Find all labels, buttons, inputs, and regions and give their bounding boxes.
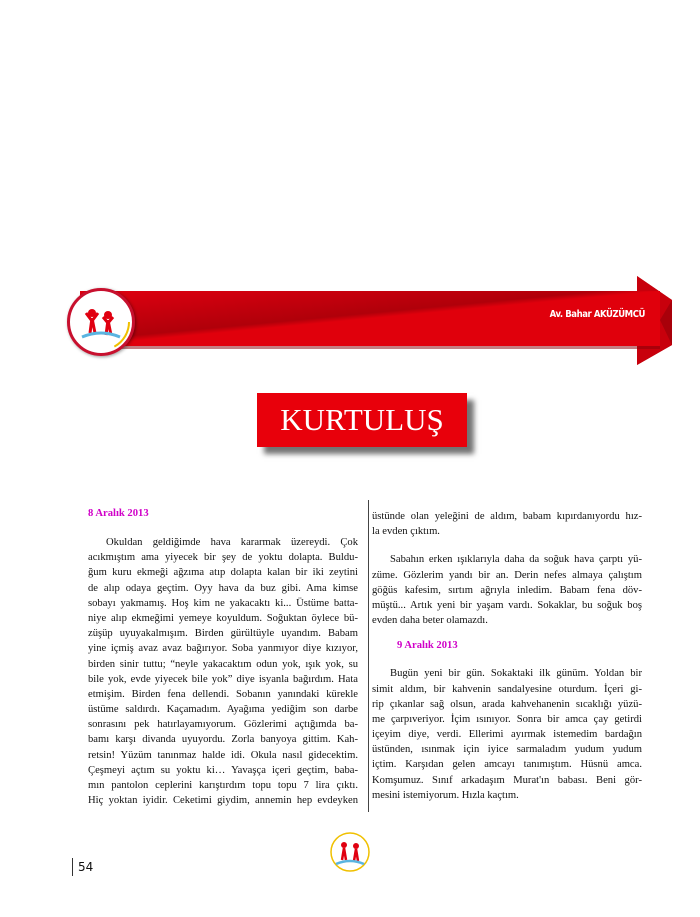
text-line: züşüp uyuyakalmışım. Birden gürültüyle uyandım. Babam — [88, 628, 358, 640]
text-line: Çeşmeyi açtım su yoktu ki… Yavaşça içeri geçtim, baba- — [88, 764, 358, 776]
text-line: evden daha beter olamazdı. — [372, 615, 488, 627]
text-line: Bugün yeni bir gün. Sokaktaki ilk günüm. Yoldan bir — [390, 668, 642, 680]
text-line: sobayı yakmamış. Hoş kim ne yakacaktı ki... Üstüme batta- — [88, 597, 358, 609]
text-line: Komşumuz. Sınıf arkadaşım Murat'ın babası. Beni gör- — [372, 774, 642, 786]
text-line: bamı karşı divanda uyuyordu. Zorla banyoya gittim. Kah- — [88, 734, 358, 746]
text-line: etmişim. Birden fena dellendi. Sobanın yanındaki kürekle — [88, 688, 358, 700]
text-line: züme. Gözlerim yandı bir an. Derin nefes almaya çalıştım — [372, 569, 642, 581]
text-line: la evden çıktım. — [372, 526, 440, 538]
right-column — [372, 509, 642, 803]
text-line: Hiç yoktan iyidir. Ceketimi giydim, annemin hep evdeyken — [88, 795, 358, 807]
text-line: üstüme saldırdı. Kaçamadım. Ayağıma yediğim son darbe — [88, 704, 358, 716]
text-line: yine içmiş avaz avaz bağırıyor. Soba yanmıyor diye kızıyor, — [88, 643, 358, 655]
children-logo-icon — [328, 830, 372, 878]
text-line: simit aldım, bir kahvenin sandalyesine oturdum. İçeri gi- — [372, 683, 642, 695]
entry-date: 9 Aralık 2013 — [397, 640, 458, 652]
text-line: üstünde olan yeleğini de aldım, babam kıpırdanıyordu hız- — [372, 511, 642, 522]
footer-logo — [328, 830, 372, 878]
association-logo — [67, 288, 135, 356]
text-line: Sabahın erken ışıklarıyla daha da soğuk hava çarptı yü- — [390, 554, 642, 566]
author-name: Av. Bahar AKÜZÜMCÜ — [549, 309, 645, 320]
text-line: mın pantolon ceplerini karıştırdım topu topu 7 lira çıktı. — [88, 780, 358, 791]
text-line: mesini istemiyorum. Hızla kaçtım. — [372, 789, 519, 801]
text-line: niye alıp ekmeğimi yemeye koyuldum. Soğuktan öylece bü- — [88, 612, 358, 624]
text-line: acıkmıştım ama yiyecek bir şey de yoktu dolapta. Buldu- — [88, 552, 358, 564]
text-line: retsin! Yüzüm tanınmaz halde idi. Okula nasıl gidecektim. — [88, 749, 358, 761]
text-line: üstünden, ısınmak için iyice sarmaladım yudum yudum — [372, 744, 642, 756]
article-title: KURTULUŞ — [257, 393, 467, 447]
text-line: içeyim diye, verdi. Ellerimi ayırmak istemedim bardağın — [372, 729, 642, 741]
text-line: me çarpıveriyor. İçim ısınıyor. Sonra bir amca çay getirdi — [372, 713, 642, 725]
text-line: de alıp odaya geçtim. Oyy hava da buz gibi. Ama kimse — [88, 582, 358, 594]
text-line: rip çıkanlar sağ olsun, arada kahvehanenin sıcaklığı yüzü- — [372, 698, 642, 710]
entry-date: 8 Aralık 2013 — [88, 508, 149, 519]
text-line: içtim. Karşıdan gelen amcayı tanımıştım. Hüsnü amca. — [372, 759, 642, 771]
text-line: müştü... Artık yeni bir yaşam vardı. Sokaklar, bu soğuk boş — [372, 599, 642, 611]
text-line: göğüs kafesim, sırtım ağrıyla inledim. Babam fena döv- — [372, 584, 642, 596]
text-line: ğum kuru ekmeği ağzıma atıp dolapta kalan bir iki zeytini — [88, 567, 358, 579]
column-divider — [368, 500, 369, 812]
left-column — [88, 506, 358, 808]
text-line: bile yok, evde yiyecek bile yok” diye isyanla bağırdım. Hata — [88, 673, 358, 685]
children-logo-icon — [70, 291, 132, 353]
page-number: 54 — [72, 858, 93, 876]
text-line: Okuldan geldiğimde hava kararmak üzereydi. Çok — [106, 537, 358, 548]
text-line: birden sinir tuttu; “neyle yakacaktım odun yok, ışık yok, su — [88, 658, 358, 670]
text-line: sonrasını pek hatırlayamıyorum. Gözlerimi açtığımda ba- — [88, 719, 358, 731]
